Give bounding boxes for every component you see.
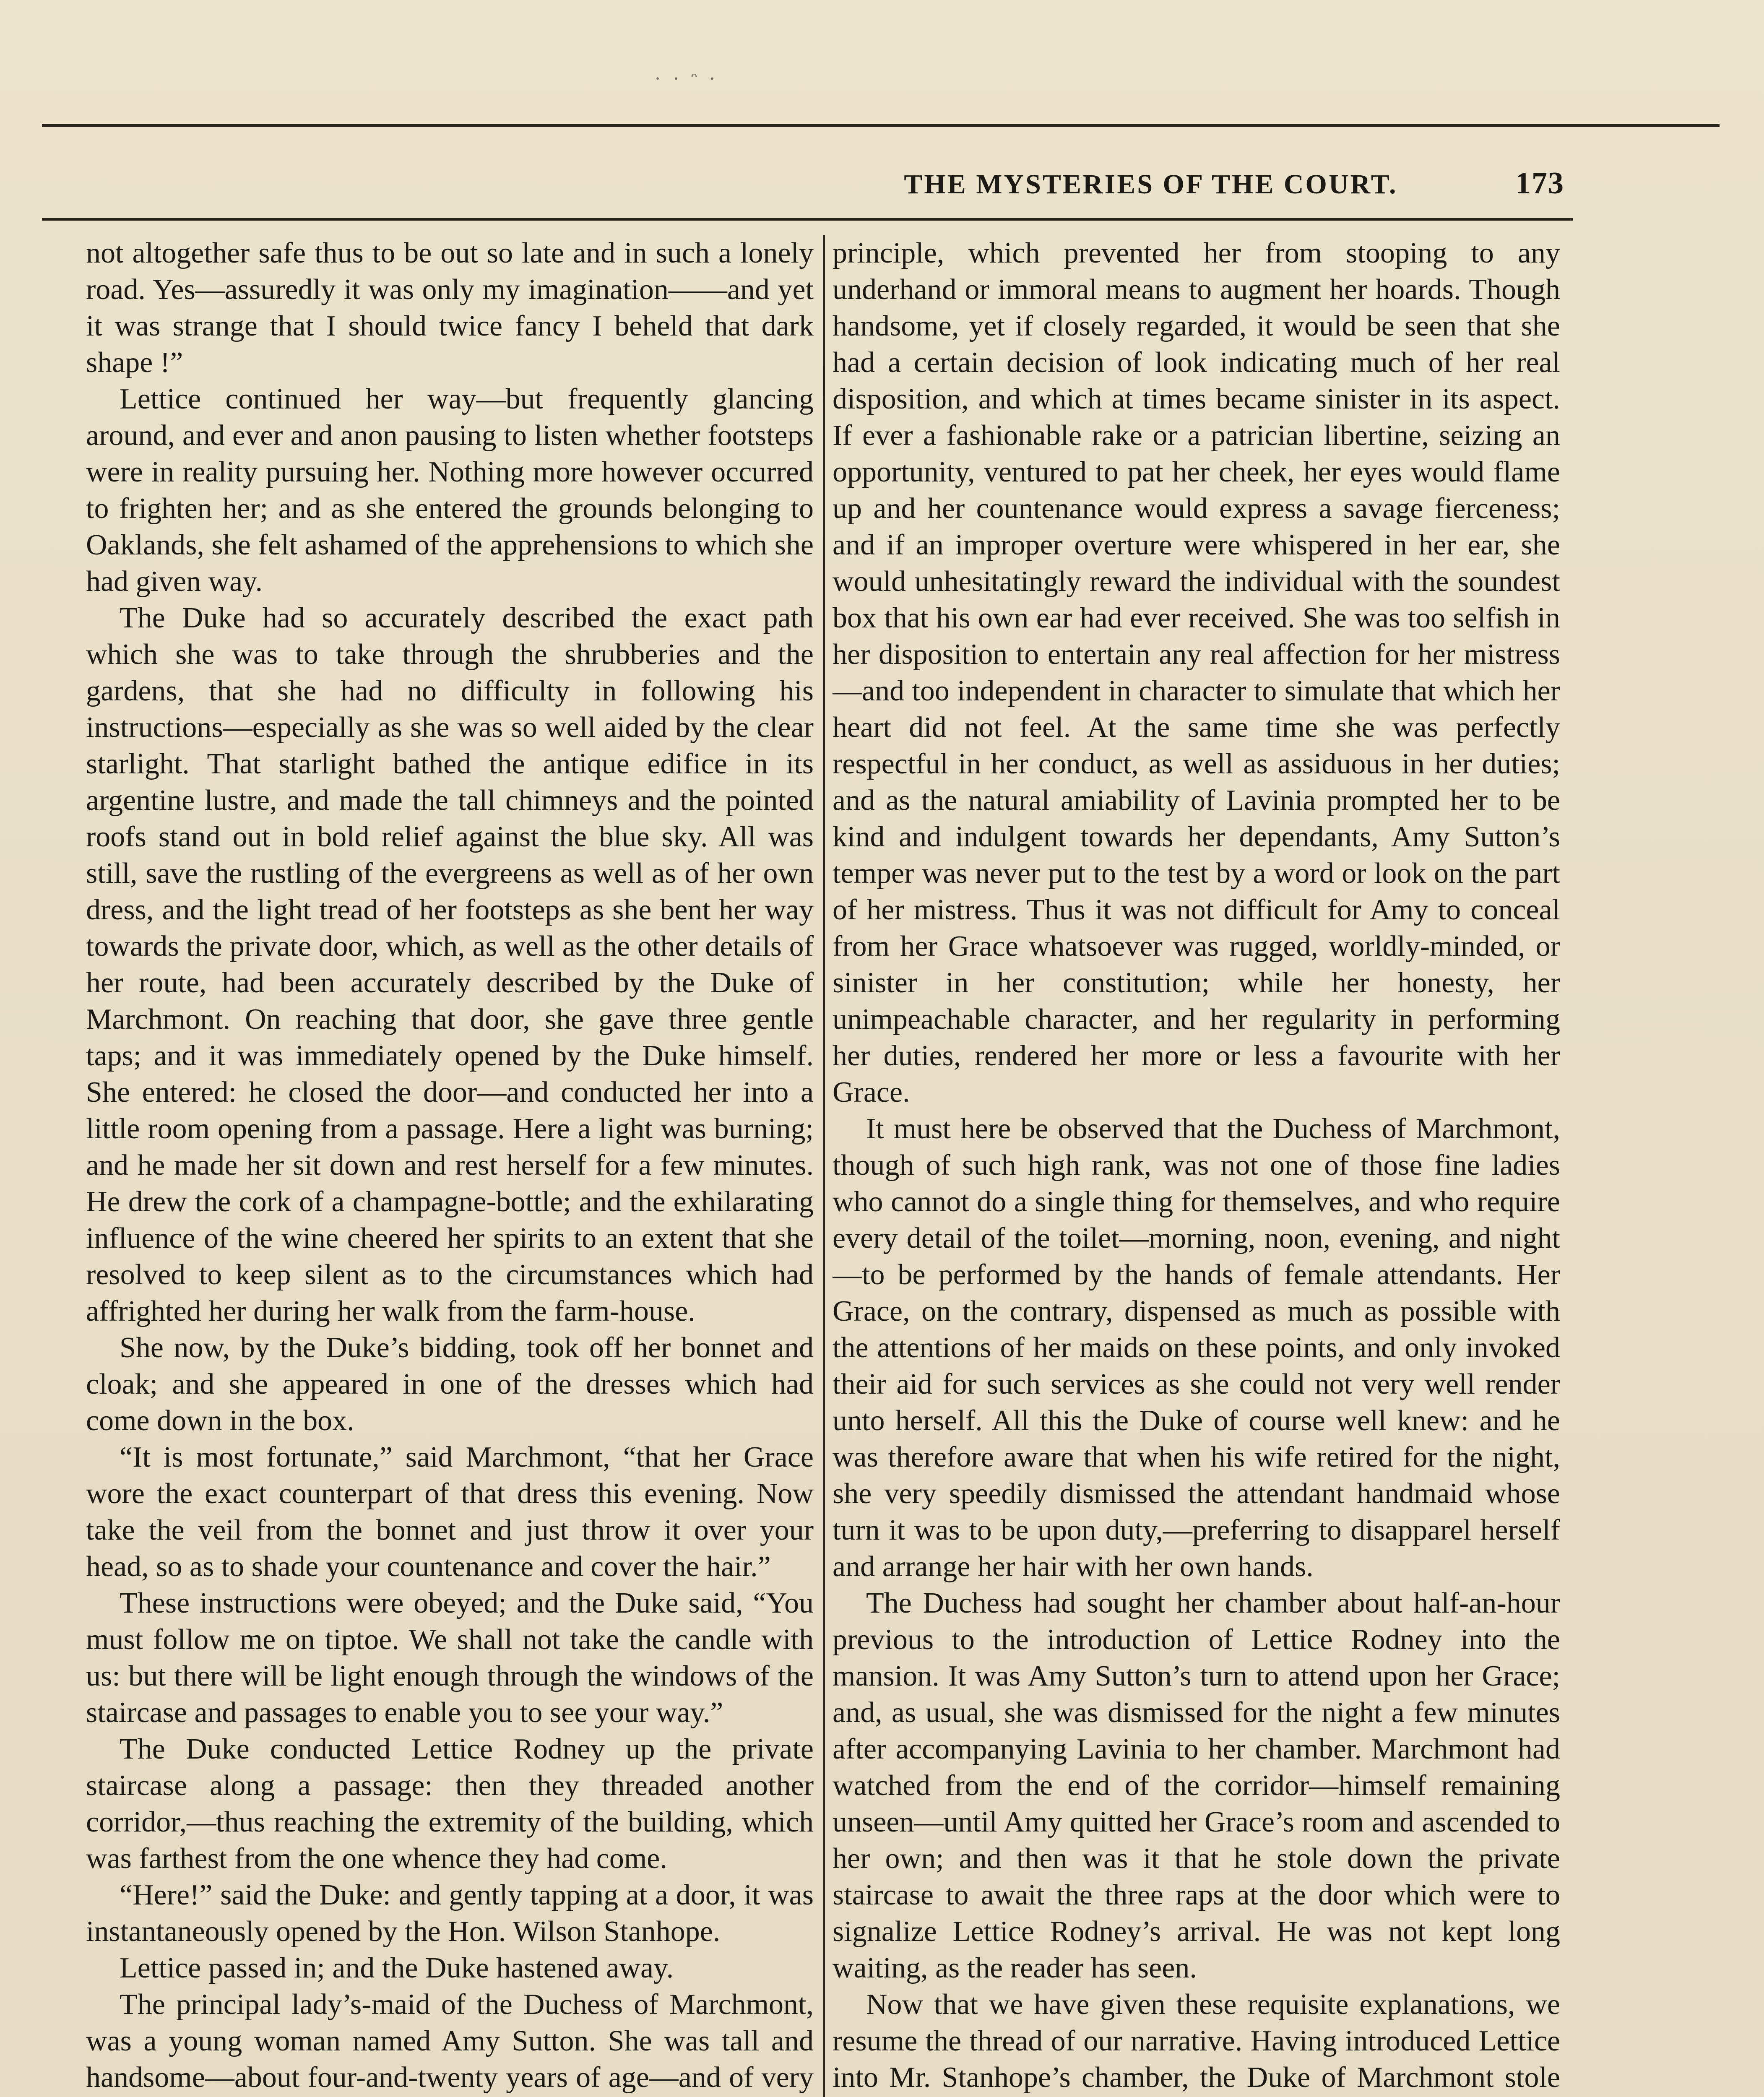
- left-paragraph-8: “Here!” said the Duke: and gently tapping at a door, it was instantaneously opened by the Hon. Wilson Stanhope.: [86, 1879, 814, 1948]
- top-frame-rule: [42, 124, 1720, 127]
- left-paragraph-3: The Duke had so accurately described the exact path which she was to take through the shrubberies and the gardens, that she had no difficulty in following his instructions—especially as she was so well aided by the clear starlight. That starlight bathed the antique edifice in its argentine lustre, and made the tall chimneys and the pointed roofs stand out in bold relief against the blue sky. All was still, save the rustling of the evergreens as well as of her own dress, and the light tread of her footsteps as she bent her way towards the private door, which, as well as the other details of her route, had been accurately described by the Duke of Marchmont. On reaching that door, she gave three gentle taps; and it was immediately opened by the Duke himself. She entered: he closed the door—and conducted her into a little room opening from a passage. Here a light was burning; and he made her sit down and rest herself for a few minutes. He drew the cork of a champagne-bottle; and the exhilarating influence of the wine cheered her spirits to an extent that she resolved to keep silent as to the circumstances which had affrighted her during her walk from the farm-house.: [86, 602, 814, 1327]
- left-paragraph-6: These instructions were obeyed; and the Duke said, “You must follow me on tiptoe. We shall not take the candle with us: but there will be light enough through the windows of the staircase and passages to enable you to see your way.”: [86, 1587, 814, 1729]
- right-paragraph-4: Now that we have given these requisite explanations, we resume the thread of our narrative. Having introduced Lettice into Mr. Stanhope’s chamber, the Duke of Marchmont stole: [833, 1988, 1560, 2094]
- page-number: 173: [1515, 166, 1564, 200]
- left-paragraph-1: not altogether safe thus to be out so late and in such a lonely road. Yes—assuredly it was only my imagination——and yet it was strange that I should twice fancy I beheld that dark shape !”: [86, 237, 814, 379]
- left-column: [86, 235, 814, 2097]
- right-column: [833, 235, 1560, 2097]
- page-speck: · · ᵔ ·: [654, 68, 719, 90]
- left-paragraph-9: Lettice passed in; and the Duke hastened away.: [120, 1952, 674, 1984]
- right-paragraph-1: principle, which prevented her from stooping to any underhand or immoral means to augment her hoards. Though handsome, yet if closely regarded, it would be seen that she had a certain decision of look indicating much of her real disposition, and which at times became sinister in its aspect. If ever a fashionable rake or a patrician libertine, seizing an opportunity, ventured to pat her cheek, her eyes would flame up and her countenance would express a savage fierceness; and if an improper overture were whispered in her ear, she would unhesitatingly reward the individual with the soundest box that his own ear had ever received. She was too selfish in her disposition to entertain any real affection for her mistress—and too independent in character to simulate that which her heart did not feel. At the same time she was perfectly respectful in her conduct, as well as assiduous in her duties; and as the natural amiability of Lavinia prompted her to be kind and indulgent towards her dependants, Amy Sutton’s temper was never put to the test by a word or look on the part of her mistress. Thus it was not difficult for Amy to conceal from her Grace whatsoever was rugged, worldly-minded, or sinister in her constitution; while her honesty, her unimpeachable character, and her regularity in performing her duties, rendered her more or less a favourite with her Grace.: [833, 237, 1560, 1108]
- header-rule: [42, 218, 1573, 221]
- column-divider: [823, 235, 825, 2097]
- left-paragraph-4: She now, by the Duke’s bidding, took off her bonnet and cloak; and she appeared in one of the dresses which had come down in the box.: [86, 1332, 814, 1437]
- running-head-title: THE MYSTERIES OF THE COURT.: [904, 169, 1398, 200]
- left-paragraph-2: Lettice continued her way—but frequently glancing around, and ever and anon pausing to listen whether footsteps were in reality pursuing her. Nothing more however occurred to frighten her; and as she entered the grounds belonging to Oaklands, she felt ashamed of the apprehensions to which she had given way.: [86, 383, 814, 598]
- left-paragraph-5: “It is most fortunate,” said Marchmont, “that her Grace wore the exact counterpart of that dress this evening. Now take the veil from the bonnet and just throw it over your head, so as to shade your countenance and cover the hair.”: [86, 1441, 814, 1583]
- left-paragraph-10: The principal lady’s-maid of the Duchess of Marchmont, was a young woman named Amy Sutton. She was tall and handsome—about four-and-twenty years of age—and of very: [86, 1988, 814, 2094]
- right-paragraph-3: The Duchess had sought her chamber about half-an-hour previous to the introduction of Lettice Rodney into the mansion. It was Amy Sutton’s turn to attend upon her Grace; and, as usual, she was dismissed for the night a few minutes after accompanying Lavinia to her chamber. Marchmont had watched from the end of the corridor—himself remaining unseen—until Amy quitted her Grace’s room and ascended to her own; and then was it that he stole down the private staircase to await the three raps at the door which were to signalize Lettice Rodney’s arrival. He was not kept long waiting, as the reader has seen.: [833, 1587, 1560, 1984]
- running-head: [42, 166, 1564, 201]
- right-paragraph-2: It must here be observed that the Duchess of Marchmont, though of such high rank, was not one of those fine ladies who cannot do a single thing for themselves, and who require every detail of the toilet—morning, noon, evening, and night—to be performed by the hands of female attendants. Her Grace, on the contrary, dispensed as much as possible with the attentions of her maids on these points, and only invoked their aid for such services as she could not very well render unto herself. All this the Duke of course well knew: and he was therefore aware that when his wife retired for the night, she very speedily dismissed the attendant handmaid whose turn it was to be upon duty,—preferring to disapparel herself and arrange her hair with her own hands.: [833, 1113, 1560, 1583]
- left-paragraph-7: The Duke conducted Lettice Rodney up the private staircase along a passage: then they threaded another corridor,—thus reaching the extremity of the building, which was farthest from the one whence they had come.: [86, 1733, 814, 1875]
